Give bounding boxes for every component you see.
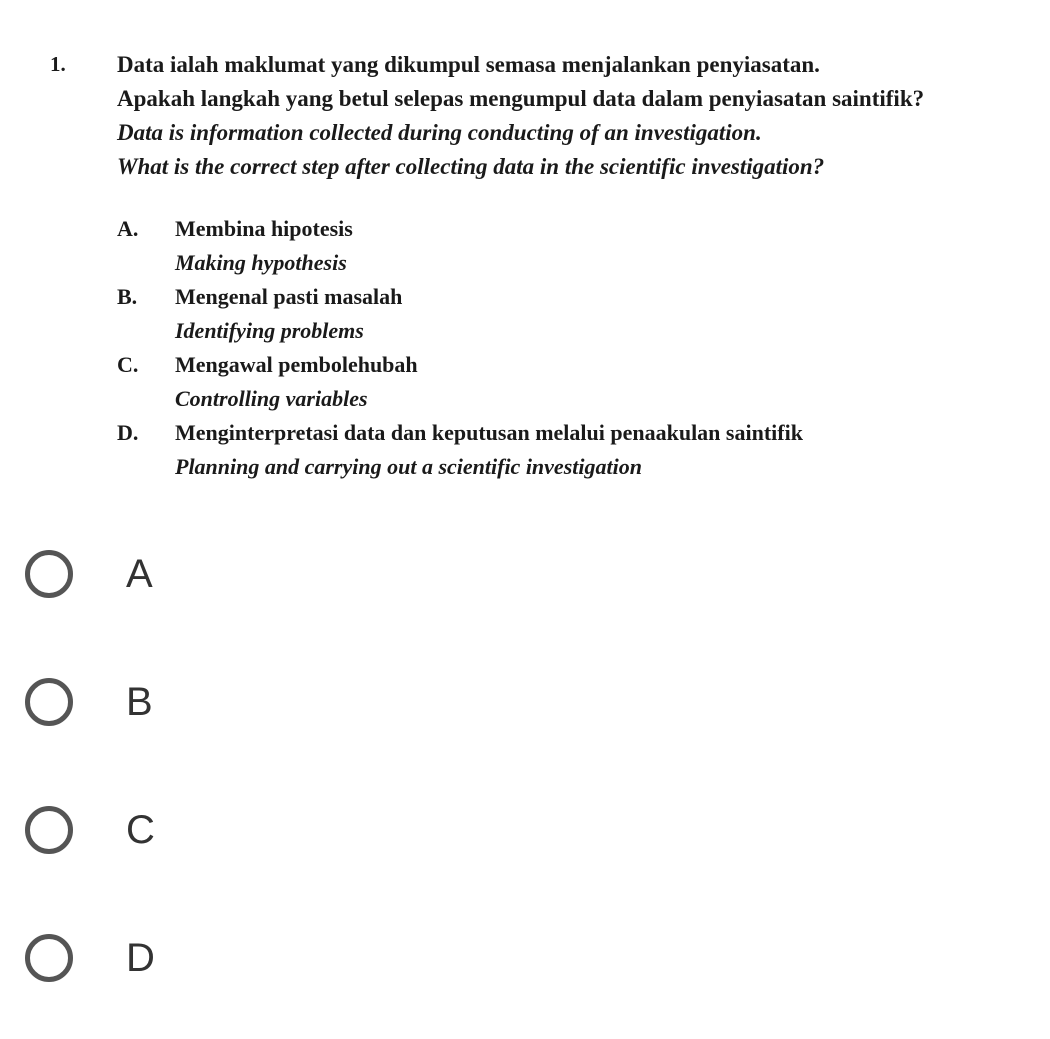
radio-button-b[interactable] bbox=[25, 678, 73, 726]
answer-choice-b[interactable] bbox=[0, 648, 1050, 776]
option-letter: A. bbox=[117, 216, 139, 241]
option-english-text: Identifying problems bbox=[175, 318, 364, 343]
option-english-text: Planning and carrying out a scientific investigation bbox=[175, 454, 642, 479]
answer-label-a[interactable]: A bbox=[126, 552, 153, 596]
option-c bbox=[117, 348, 1017, 416]
answer-choice-a[interactable] bbox=[0, 520, 1050, 648]
radio-button-d[interactable] bbox=[25, 934, 73, 982]
option-a bbox=[117, 212, 1017, 280]
option-letter: D. bbox=[117, 420, 139, 445]
option-malay-text: Menginterpretasi data dan keputusan melalui penaakulan saintifik bbox=[175, 420, 803, 445]
option-malay-text: Mengawal pembolehubah bbox=[175, 352, 418, 377]
answer-choice-c[interactable] bbox=[0, 776, 1050, 904]
option-letter: C. bbox=[117, 352, 139, 377]
option-malay-text: Membina hipotesis bbox=[175, 216, 353, 241]
question-options bbox=[117, 212, 1017, 484]
question-stem bbox=[117, 48, 1042, 184]
stem-english-line-2: What is the correct step after collecting data in the scientific investigation? bbox=[117, 154, 825, 179]
radio-button-a[interactable] bbox=[25, 550, 73, 598]
question-number: 1. bbox=[50, 52, 66, 76]
radio-button-c[interactable] bbox=[25, 806, 73, 854]
option-letter: B. bbox=[117, 284, 138, 309]
option-english-text: Controlling variables bbox=[175, 386, 368, 411]
question-block bbox=[0, 0, 1050, 500]
answer-choice-d[interactable] bbox=[0, 904, 1050, 1032]
answer-radio-group bbox=[0, 520, 1050, 1032]
answer-label-b[interactable]: B bbox=[126, 680, 153, 724]
answer-label-d[interactable]: D bbox=[126, 936, 155, 980]
stem-malay-line-2: Apakah langkah yang betul selepas mengumpul data dalam penyiasatan saintifik? bbox=[117, 86, 925, 111]
option-malay-text: Mengenal pasti masalah bbox=[175, 284, 403, 309]
answer-label-c[interactable]: C bbox=[126, 808, 155, 852]
option-d bbox=[117, 416, 1017, 484]
option-english-text: Making hypothesis bbox=[175, 250, 347, 275]
option-b bbox=[117, 280, 1017, 348]
stem-english-line-1: Data is information collected during conducting of an investigation. bbox=[117, 120, 762, 145]
stem-malay-line-1: Data ialah maklumat yang dikumpul semasa menjalankan penyiasatan. bbox=[117, 52, 820, 77]
